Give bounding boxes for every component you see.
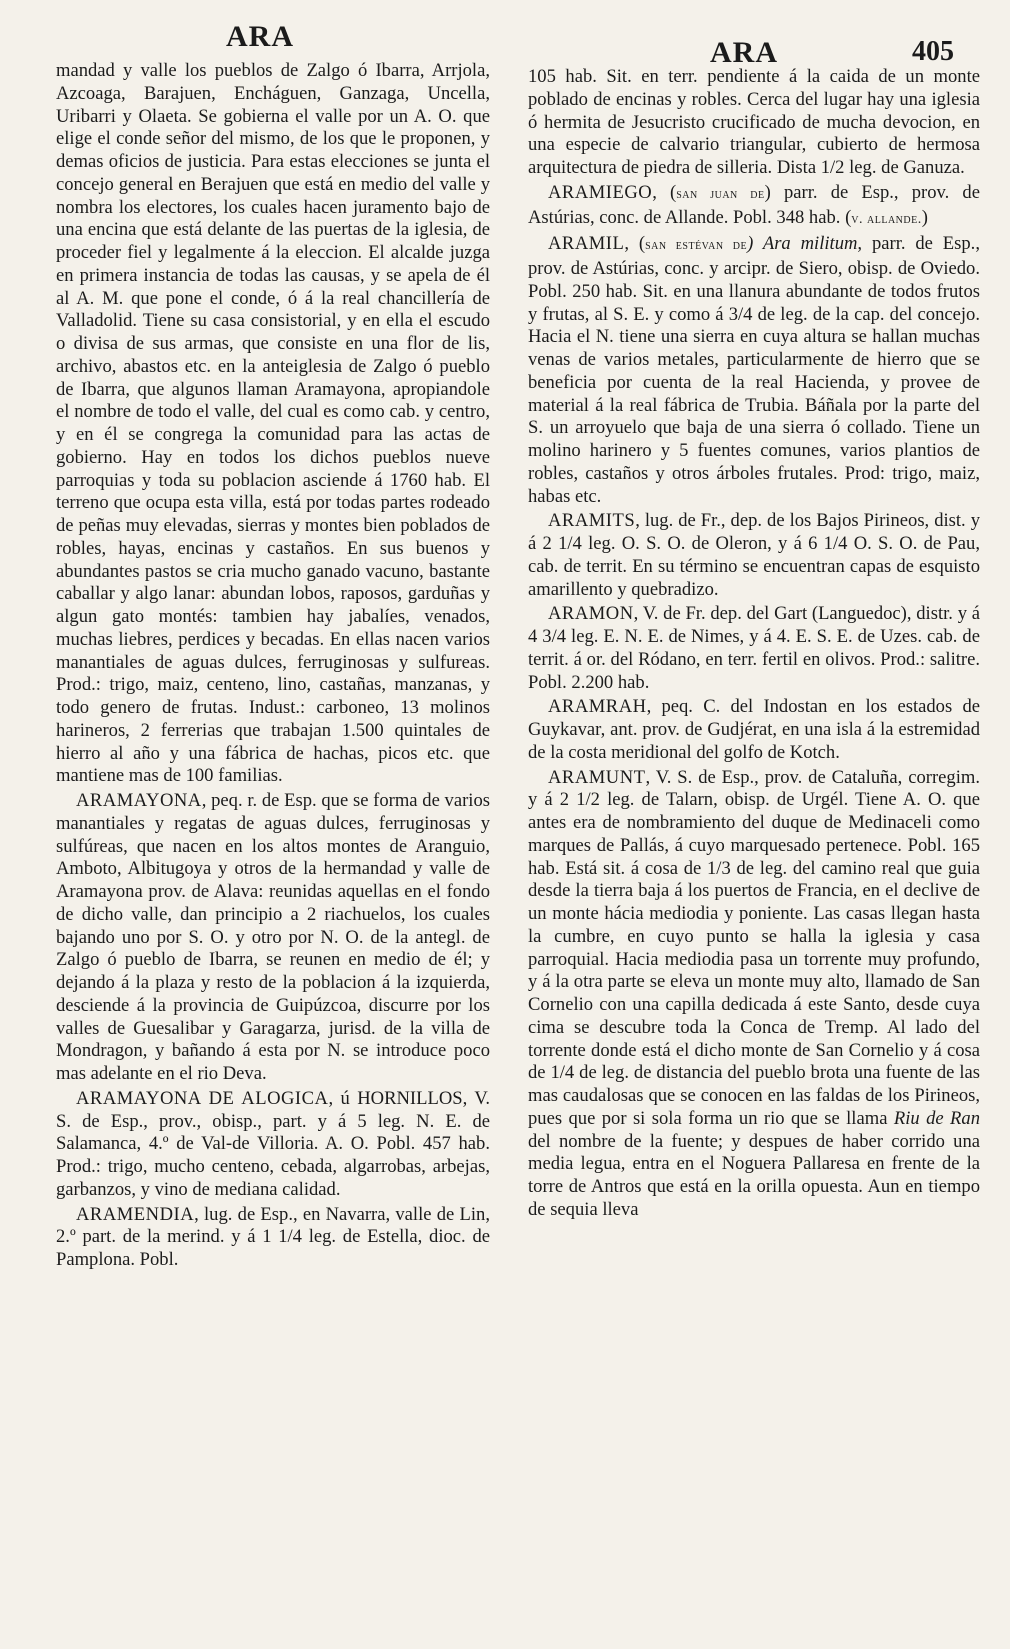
- entry-patron: san estévan de: [645, 238, 748, 254]
- right-column: [528, 66, 980, 1224]
- entry-body: mandad y valle los pueblos de Zalgo ó Ibarra, Arrjola, Azcoaga, Barajuen, Encháguen, Ganzaga, Uncella, Uribarri y Olaeta. Se gobierna el valle por un A. O. que elige el conde señor del mismo, de los que le proponen, y demas oficios de justicia. Para estas elecciones se junta el concejo general en Berajuen que está en medio del valle y nombra los electores, los cuales hacen juramento bajo de una encina que está delante de las puertas de la iglesia, de proceder fiel y legalmente á la eleccion. El alcalde juzga en primera instancia de todas las causas, y se apela de él al A. M. que pone el conde, ó á la real chancillería de Valladolid. Tiene su casa consistorial, y en ella el escudo o divisa de sus armas, que consiste en una flor de lis, archivo, abastos etc. en la anteiglesia de Zalgo ó pueblo de Ibarra, que algunos llaman Aramayona, apropiandole el nombre de todo el valle, del cual es como cab. y centro, y en él se congrega la comunidad para las actas de gobierno. Hay en todos los dichos pueblos nueve parroquias y toda su poblacion asciende á 1760 hab. El terreno que ocupa esta villa, está por todas partes rodeado de peñas muy elevadas, sierras y montes bien poblados de robles, hayas, encinas y castaños. En sus buenos y abundantes pastos se cria mucho ganado vacuno, bastante caballar y algo lanar: abundan lobos, raposos, garduñas y algun gato montés: tambien hay jabalíes, venados, muchas liebres, perdices y becadas. En ellas nacen varios manantiales de aguas dulces, ferruginosas y sulfureas. Prod.: trigo, maiz, centeno, lino, castañas, manzanas, y todo genero de frutas. Indust.: carboneo, 13 molinos harineros, 2 ferrerias que trabajan 1.500 quintales de hierro al año y una fábrica de hachas, picos etc. que mantiene mas de 100 familias.: [56, 60, 490, 787]
- entry-aramendia: [56, 1204, 490, 1272]
- entry-aramrah: [528, 696, 980, 764]
- entry-body: ) parr. de Esp., prov. de Astúrias, conc. de Allande. Pobl. 348 hab. (: [528, 181, 980, 228]
- entry-headword: ARAMUNT: [548, 766, 646, 788]
- entry-headword: ARAMRAH: [548, 696, 647, 718]
- entry-aramayona: [56, 790, 490, 1086]
- entry-body: , V. S. de Esp., prov. de Cataluña, corregim. y á 2 1/2 leg. de Talarn, obisp. de Urgél. Tiene A. O. que antes era de nombramiento del duque de Medinaceli como marques de Pallás, á cuyo marquesado pertenece. Pobl. 165 hab. Está sit. á cosa de 1/3 de leg. del camino real que guia desde la tierra baja á los puertos de Francia, en el declive de un monte hácia mediodia y poniente. Las casas llegan hasta la cumbre, en cuyo punto se halla la iglesia y casa parroquial. Hacia mediodia pasa un torrente muy profundo, y á la otra parte se eleva un monte muy alto, llamado de San Cornelio con una capilla dedicada á este Santo, desde cuya cima se descubre toda la Conca de Tremp. Al lado del torrente donde está el dicho monte de San Cornelio y á cosa de 1/4 de leg. de distancia del pueblo brota una fuente de las mas caudalosas que se conocen en las faldas de los Pirineos, pues que por si sola forma un rio que se llama: [528, 766, 980, 1129]
- entry-punct: , (: [652, 181, 677, 203]
- entry-aramiego: [528, 182, 980, 232]
- entry-patron: san juan de: [676, 186, 765, 202]
- entry-headword: ARAMIL: [548, 233, 625, 255]
- entry-headword: ARAMITS: [548, 510, 636, 532]
- entry-aramunt: [528, 767, 980, 1222]
- entry-aramayona-de-alogica: [56, 1088, 490, 1202]
- entry-body: , peq. C. del Indostan en los estados de Guykavar, ant. prov. de Gudjérat, en una isla á la estremidad de la costa meridional del golfo de Kotch.: [528, 696, 980, 763]
- entry-body: , ú HORNILLOS, V. S. de Esp., prov., obisp., part. y á 5 leg. N. E. de Salamanca, 4.º de Val-de Villoria. A. O. Pobl. 457 hab. Prod.: trigo, mucho centeno, cebada, algarrobas, arbejas, garbanzos, y vino de mediana calidad.: [56, 1087, 490, 1200]
- entry-body: , peq. r. de Esp. que se forma de varios manantiales y regatas de aguas dulces, ferruginosas y sulfúreas, que nacen en los altos montes de Aranguio, Amboto, Albitugoya y otros de la hermandad y valle de Aramayona prov. de Alava: reunidas aquellas en el fondo de dicho valle, dan principio a 2 riachuelos, los cuales bajando uno por S. O. y otro por N. O. de la antegl. de Zalgo ó pueblo de Ibarra, se reunen en medio de él; y dejando á la plaza y resto de la poblacion á la izquierda, desciende á la provincia de Guipúzcoa, discurre por los valles de Guesalibar y Garagarza, jurisd. de la villa de Mondragon, y bañando á esta por N. se introduce poco mas adelante en el rio Deva.: [56, 790, 490, 1084]
- entry-aramil: [528, 233, 980, 508]
- entry-crossref: v. allande.: [851, 211, 922, 227]
- right-running-head: ARA: [710, 36, 778, 69]
- entry-body: , lug. de Esp., en Navarra, valle de Lin, 2.º part. de la merind. y á 1 1/4 leg. de Estella, dioc. de Pamplona. Pobl.: [56, 1203, 490, 1270]
- entry-body: , lug. de Fr., dep. de los Bajos Pirineos, dist. y á 2 1/4 leg. O. S. O. de Oleron, y á 6 1/4 O. S. O. de Pau, cab. de territ. En su término se encuentran capas de esquisto amarillento y quebradizo.: [528, 510, 980, 600]
- entry-continuation: [528, 66, 980, 180]
- entry-body: 105 hab. Sit. en terr. pendiente á la caida de un monte poblado de encinas y robles. Cerca del lugar hay una iglesia ó hermita de Jesucristo crucificado de mucha devocion, en una especie de calvario triangular, cubierto de hermosa arquitectura de piedra de silleria. Dista 1/2 leg. de Ganuza.: [528, 66, 980, 178]
- entry-body: , V. de Fr. dep. del Gart (Languedoc), distr. y á 4 3/4 leg. E. N. E. de Nimes, y á 4. E. S. E. de Uzes. cab. de territ. á or. del Ródano, en terr. fertil en olivos. Prod.: salitre. Pobl. 2.200 hab.: [528, 603, 980, 693]
- entry-headword: ARAMON: [548, 603, 634, 625]
- entry-punct: , (: [624, 233, 646, 255]
- entry-body: parr. de Esp., prov. de Astúrias, conc. y arcipr. de Siero, obisp. de Oviedo. Pobl. 250 hab. Sit. en una llanura abundante de todos frutos y frutas, al S. E. y como á 3/4 de leg. de la cap. del concejo. Hacia el N. tiene una sierra en cuya altura se hallan muchas venas de varios metales, particularmente de hierro que se beneficia por cuenta de la real Hacienda, y provee de material á la real fábrica de Trubia. Báñala por la parte del S. un arroyuelo que baja de una sierra ó collado. Tiene un molino harinero y 5 fuentes comunes, varios plantios de robles, castaños y otros árboles frutales. Prod: trigo, maiz, habas etc.: [528, 233, 980, 507]
- entry-body: del nombre de la fuente; y despues de haber corrido una media legua, entra en el Noguera Pallaresa en frente de la torre de Antros que está en la orilla opuesta. Aun en tiempo de sequia lleva: [528, 1130, 980, 1220]
- left-column: [56, 60, 490, 1274]
- entry-headword: ARAMIEGO: [548, 181, 653, 203]
- entry-aramits: [528, 510, 980, 601]
- entry-river-name: Riu de Ran: [893, 1107, 980, 1129]
- left-running-head: ARA: [226, 20, 294, 53]
- entry-aramon: [528, 603, 980, 694]
- entry-continuation: [56, 60, 490, 788]
- entry-headword: ARAMAYONA DE ALOGICA: [76, 1087, 329, 1109]
- entry-headword: ARAMENDIA: [76, 1203, 195, 1225]
- entry-latin-name: ) Ara militum,: [747, 233, 863, 255]
- entry-punct: ): [921, 206, 928, 228]
- page-number: 405: [912, 36, 954, 67]
- entry-headword: ARAMAYONA: [76, 790, 202, 811]
